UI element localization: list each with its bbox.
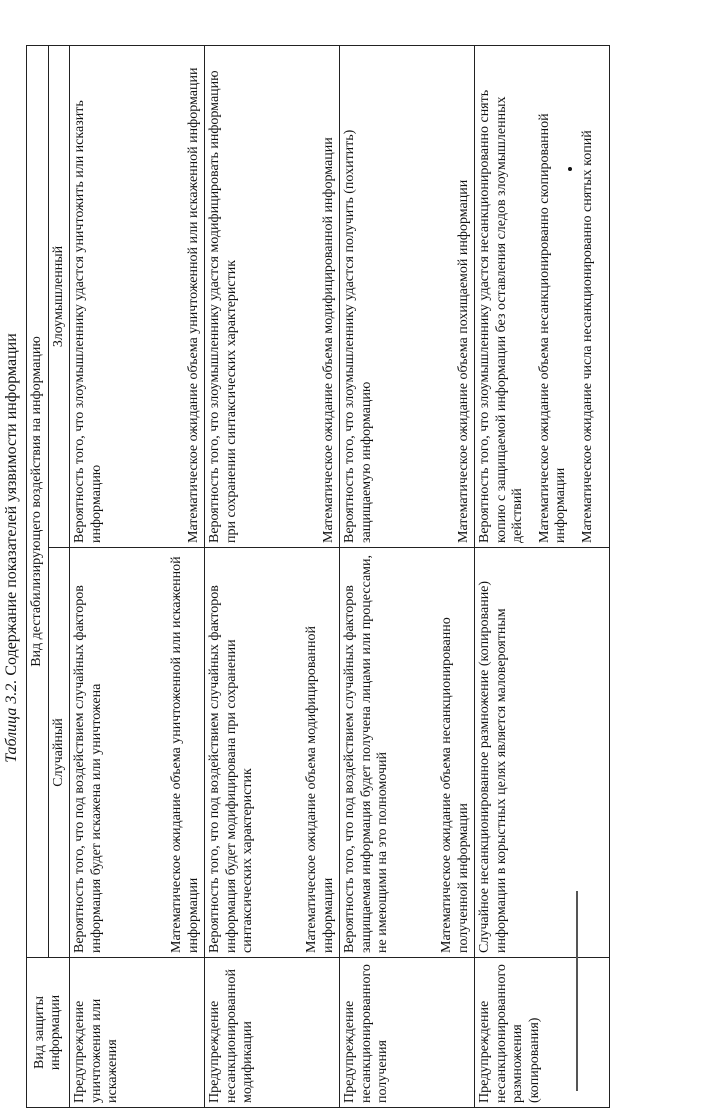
header-row: [27, 45, 49, 1107]
protection-type-cell: Предупреждение уничтожения или искажения: [70, 958, 205, 1108]
header-impact-group: Вид дестабилизирующего воздействия на информацию: [27, 45, 49, 957]
malicious-probability: Вероятность того, что злоумышленнику удастся несанкционированно снять копию с защищаемой информации без оставления следов злоумышленных действий: [477, 89, 526, 543]
malicious-cell: [475, 45, 610, 547]
random-probability: Случайное несанкционированное размножение (копирование) информации в корыстных целях является маловероятным: [477, 580, 509, 953]
malicious-probability: Вероятность того, что злоумышленнику удастся модифицировать информацию при сохранении синтаксических характеристик: [207, 70, 239, 543]
random-expectation: Математическое ожидание объема несанкционированно полученной информации: [439, 617, 471, 953]
scan-speck: [568, 167, 572, 171]
subheader-row: [48, 45, 70, 1107]
malicious-expectation: Математическое ожидание объема уничтоженной или искаженной информации: [185, 67, 201, 543]
malicious-expectation: Математическое ожидание объема похищаемой информации: [455, 179, 471, 543]
table-caption: [3, 18, 21, 1078]
table-row: [70, 45, 205, 1107]
table-row: [475, 45, 610, 1107]
malicious-cell: [205, 45, 340, 547]
random-cell: [205, 548, 340, 958]
protection-type-cell: Предупреждение несанкционированного размножения (копирования): [475, 958, 610, 1108]
header-malicious: Злоумышленный: [48, 45, 70, 547]
protection-type-cell: Предупреждение несанкционированного получения: [340, 958, 475, 1108]
random-probability: Вероятность того, что под воздействием случайных факторов информация будет искажена или уничтожена: [72, 585, 104, 953]
random-cell: [340, 548, 475, 958]
caption-title: Содержание показателей уязвимости информации: [3, 333, 20, 676]
malicious-copies-expectation: Математическое ожидание числа несанкционированно снятых копий: [579, 130, 595, 543]
random-cell: [70, 548, 205, 958]
header-protection-type: Вид защиты информации: [27, 958, 70, 1108]
random-probability: Вероятность того, что под воздействием случайных факторов информация будет модифицирована при сохранении синтаксических характеристик: [207, 585, 256, 953]
random-cell: [475, 548, 610, 958]
malicious-cell: [340, 45, 475, 547]
protection-type-cell: Предупреждение несанкционированной модификации: [205, 958, 340, 1108]
malicious-probability: Вероятность того, что злоумышленнику удастся уничтожить или исказить информацию: [72, 100, 104, 543]
random-expectation: Математическое ожидание объема уничтоженной или искаженной информации: [169, 556, 201, 953]
malicious-probability: Вероятность того, что злоумышленнику удастся получить (похитить) защищаемую информацию: [342, 129, 374, 543]
random-expectation: Математическое ожидание объема модифицированной информации: [304, 626, 336, 953]
malicious-cell: [70, 45, 205, 547]
header-random: Случайный: [48, 548, 70, 958]
table-row: [340, 45, 475, 1107]
random-probability: Вероятность того, что под воздействием случайных факторов защищаемая информация будет получена лицами или процессами, не имеющими на это полномочий: [342, 554, 391, 953]
caption-number: Таблица 3.2.: [3, 679, 20, 763]
malicious-expectation: Математическое ожидание объема модифицированной информации: [320, 137, 336, 543]
vulnerability-table: [26, 45, 610, 1108]
scan-line-mark: [576, 891, 578, 1091]
table-row: [205, 45, 340, 1107]
malicious-expectation: Математическое ожидание объема несанкционированно скопированной информации: [536, 113, 569, 543]
